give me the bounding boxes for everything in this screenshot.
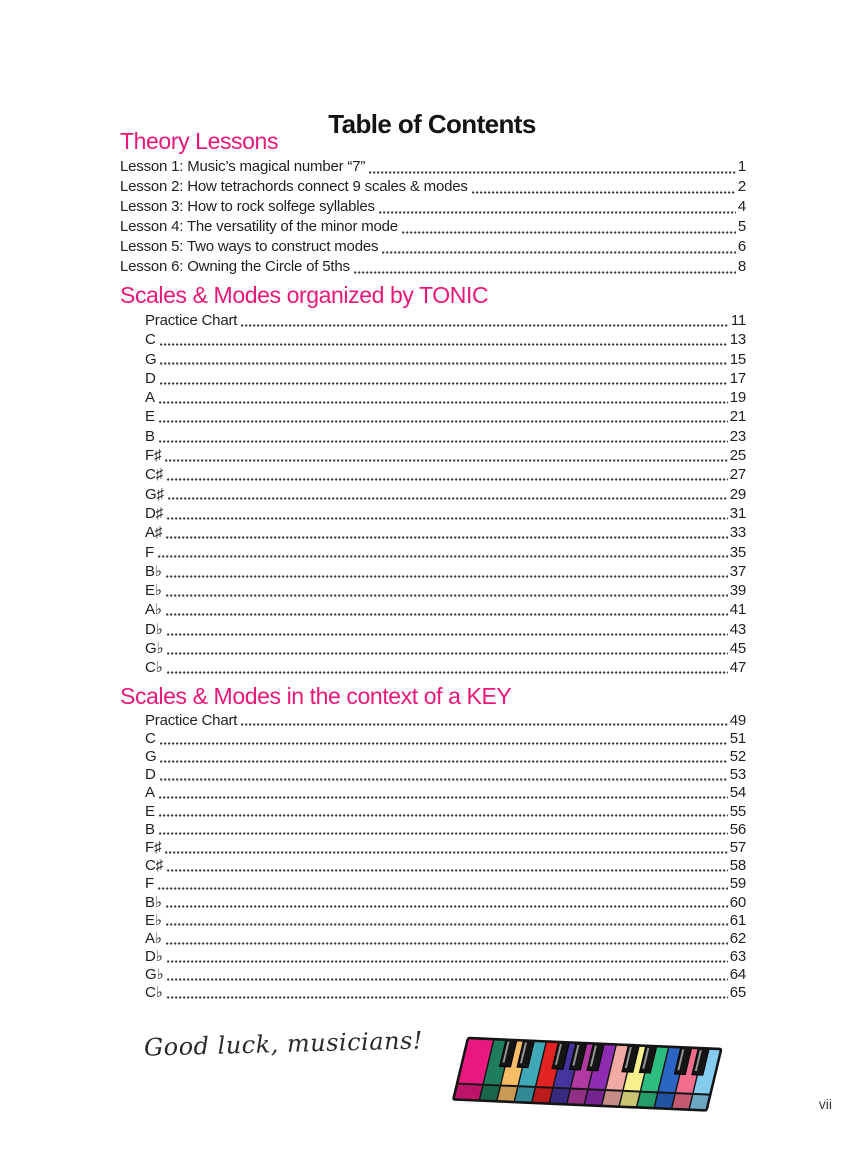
entry-page: 53 xyxy=(729,766,746,784)
entry-label: G♯ xyxy=(145,485,164,503)
toc-entry xyxy=(145,446,746,465)
page-number: vii xyxy=(818,1096,832,1112)
dot-leader xyxy=(165,459,727,462)
dot-leader xyxy=(166,536,728,539)
toc-entry xyxy=(145,839,746,857)
toc-entry xyxy=(120,177,746,197)
toc-entry xyxy=(145,857,746,875)
toc-entry xyxy=(145,427,746,446)
entry-label: C♯ xyxy=(145,466,163,484)
toc-entry xyxy=(145,581,746,600)
dot-leader xyxy=(167,960,728,963)
section-rows xyxy=(120,157,746,277)
entry-page: 56 xyxy=(729,820,746,838)
toc-entry xyxy=(145,948,746,966)
entry-page: 61 xyxy=(729,911,746,929)
dot-leader xyxy=(167,996,728,999)
entry-page: 1 xyxy=(737,158,746,175)
toc-entry xyxy=(145,712,746,730)
entry-page: 21 xyxy=(729,408,746,426)
dot-leader xyxy=(166,594,728,597)
entry-page: 31 xyxy=(729,504,746,522)
entry-label: E xyxy=(145,408,155,426)
entry-page: 13 xyxy=(729,331,746,349)
section-scales-modes-by-tonic xyxy=(120,282,746,678)
entry-label: C♭ xyxy=(145,659,163,677)
section-rows xyxy=(145,311,746,678)
entry-page: 62 xyxy=(729,929,746,947)
entry-label: A♭ xyxy=(145,929,162,947)
toc-entry xyxy=(145,875,746,893)
entry-page: 19 xyxy=(729,389,746,407)
dot-leader xyxy=(166,613,728,616)
entry-page: 58 xyxy=(729,857,746,875)
dot-leader xyxy=(160,382,728,385)
entry-page: 6 xyxy=(737,238,746,255)
toc-entry xyxy=(145,930,746,948)
entry-page: 52 xyxy=(729,748,746,766)
entry-label: F xyxy=(145,875,154,893)
dot-leader xyxy=(167,978,727,981)
dot-leader xyxy=(159,832,728,835)
entry-label: G♭ xyxy=(145,640,164,658)
entry-label: Lesson 6: Owning the Circle of 5ths xyxy=(120,258,350,275)
dot-leader xyxy=(379,211,736,214)
entry-page: 29 xyxy=(729,485,746,503)
entry-label: Lesson 2: How tetrachords connect 9 scales & modes xyxy=(120,178,468,195)
entry-page: 45 xyxy=(729,640,746,658)
entry-label: C xyxy=(145,729,156,747)
entry-label: G xyxy=(145,350,157,368)
dot-leader xyxy=(159,814,728,817)
dot-leader xyxy=(159,420,728,423)
entry-page: 65 xyxy=(729,984,746,1002)
entry-label: A xyxy=(145,784,155,802)
section-heading: Theory Lessons xyxy=(120,128,279,154)
dot-leader xyxy=(166,575,728,578)
entry-label: E♭ xyxy=(145,911,162,929)
entry-label: C xyxy=(145,331,156,349)
toc-entry xyxy=(145,600,746,619)
entry-page: 55 xyxy=(729,802,746,820)
dot-leader xyxy=(369,171,736,174)
entry-label: C♭ xyxy=(145,984,163,1002)
dot-leader xyxy=(166,942,728,945)
entry-label: B xyxy=(145,820,155,838)
toc-entry xyxy=(120,217,746,237)
entry-label: B xyxy=(145,427,155,445)
page-title: Table of Contents xyxy=(328,109,536,140)
toc-entry xyxy=(145,388,746,407)
entry-label: G xyxy=(145,748,157,766)
entry-page: 4 xyxy=(737,198,746,215)
dot-leader xyxy=(402,231,736,234)
toc-entry xyxy=(145,784,746,802)
dot-leader xyxy=(159,401,728,404)
dot-leader xyxy=(167,517,728,520)
dot-leader xyxy=(159,796,728,799)
toc-entry xyxy=(145,311,746,330)
dot-leader xyxy=(168,497,728,500)
dot-leader xyxy=(159,440,728,443)
entry-page: 51 xyxy=(729,729,746,747)
entry-page: 33 xyxy=(729,524,746,542)
toc-entry xyxy=(145,465,746,484)
dot-leader xyxy=(160,760,727,763)
dot-leader xyxy=(472,191,736,194)
dot-leader xyxy=(241,324,729,327)
entry-label: A♯ xyxy=(145,524,163,542)
toc-entry xyxy=(145,766,746,784)
dot-leader xyxy=(167,671,728,674)
toc-entry xyxy=(145,803,746,821)
toc-entry xyxy=(145,330,746,349)
piano-illustration xyxy=(448,1026,748,1136)
entry-label: Practice Chart xyxy=(145,312,238,329)
entry-label: D♭ xyxy=(145,948,163,966)
entry-label: B♭ xyxy=(145,893,162,911)
toc-entry xyxy=(145,912,746,930)
toc-entry xyxy=(120,237,746,257)
entry-label: G♭ xyxy=(145,966,164,984)
dot-leader xyxy=(382,251,736,254)
entry-page: 5 xyxy=(737,218,746,235)
entry-page: 57 xyxy=(729,838,746,856)
dot-leader xyxy=(167,478,728,481)
entry-page: 35 xyxy=(729,543,746,561)
dot-leader xyxy=(167,869,728,872)
toc-entry xyxy=(145,543,746,562)
toc-entry xyxy=(120,257,746,277)
entry-page: 15 xyxy=(729,350,746,368)
piano-illustration-svg xyxy=(448,1026,748,1136)
entry-label: F xyxy=(145,543,154,561)
dot-leader xyxy=(158,887,728,890)
toc-entry xyxy=(145,730,746,748)
dot-leader xyxy=(165,851,727,854)
entry-page: 59 xyxy=(729,875,746,893)
entry-label: E xyxy=(145,802,155,820)
dot-leader xyxy=(166,923,728,926)
toc-entry xyxy=(145,658,746,677)
entry-page: 49 xyxy=(729,711,746,729)
toc-entry xyxy=(145,562,746,581)
entry-label: C♯ xyxy=(145,857,163,875)
toc-entry xyxy=(145,350,746,369)
entry-label: D♯ xyxy=(145,504,163,522)
entry-page: 27 xyxy=(729,466,746,484)
toc-entry xyxy=(145,894,746,912)
entry-label: Lesson 5: Two ways to construct modes xyxy=(120,238,379,255)
entry-label: Lesson 1: Music’s magical number “7” xyxy=(120,158,366,175)
toc-entry xyxy=(145,620,746,639)
entry-label: Lesson 4: The versatility of the minor mode xyxy=(120,218,398,235)
toc-entry xyxy=(120,157,746,177)
dot-leader xyxy=(158,555,728,558)
entry-page: 47 xyxy=(729,659,746,677)
toc-entry xyxy=(145,504,746,523)
entry-page: 25 xyxy=(729,447,746,465)
dot-leader xyxy=(160,362,727,365)
entry-page: 39 xyxy=(729,582,746,600)
entry-label: B♭ xyxy=(145,562,162,580)
toc-entry xyxy=(120,197,746,217)
entry-label: D xyxy=(145,369,156,387)
dot-leader xyxy=(160,778,728,781)
toc-entry xyxy=(145,369,746,388)
entry-page: 2 xyxy=(737,178,746,195)
dot-leader xyxy=(354,271,736,274)
dot-leader xyxy=(167,652,727,655)
entry-page: 64 xyxy=(729,966,746,984)
entry-page: 43 xyxy=(729,620,746,638)
section-rows xyxy=(145,712,746,1003)
entry-label: Practice Chart xyxy=(145,711,238,729)
dot-leader xyxy=(160,742,728,745)
entry-page: 8 xyxy=(737,258,746,275)
section-theory-lessons xyxy=(120,128,746,277)
dot-leader xyxy=(241,723,727,726)
entry-page: 54 xyxy=(729,784,746,802)
toc-entry xyxy=(145,821,746,839)
toc-entry xyxy=(145,639,746,658)
entry-label: E♭ xyxy=(145,582,162,600)
entry-page: 17 xyxy=(729,369,746,387)
dot-leader xyxy=(166,905,728,908)
entry-page: 37 xyxy=(729,562,746,580)
toc-entry xyxy=(145,407,746,426)
toc-entry xyxy=(145,485,746,504)
section-heading: Scales & Modes organized by TONIC xyxy=(120,282,489,308)
toc-entry xyxy=(145,748,746,766)
handwritten-note: Good luck, musicians! xyxy=(143,1026,424,1062)
toc-sections xyxy=(120,128,746,1003)
entry-page: 23 xyxy=(729,427,746,445)
entry-page: 63 xyxy=(729,948,746,966)
entry-page: 41 xyxy=(729,601,746,619)
dot-leader xyxy=(167,633,728,636)
toc-entry xyxy=(145,523,746,542)
entry-label: Lesson 3: How to rock solfege syllables xyxy=(120,198,375,215)
section-heading: Scales & Modes in the context of a KEY xyxy=(120,682,512,709)
toc-entry xyxy=(145,984,746,1002)
section-scales-modes-in-key xyxy=(120,683,746,1003)
entry-label: F♯ xyxy=(145,447,162,465)
entry-label: A♭ xyxy=(145,601,162,619)
dot-leader xyxy=(160,343,728,346)
entry-label: D xyxy=(145,766,156,784)
entry-label: F♯ xyxy=(145,838,162,856)
entry-page: 60 xyxy=(729,893,746,911)
toc-entry xyxy=(145,966,746,984)
entry-page: 11 xyxy=(730,312,746,329)
entry-label: A xyxy=(145,389,155,407)
entry-label: D♭ xyxy=(145,620,163,638)
